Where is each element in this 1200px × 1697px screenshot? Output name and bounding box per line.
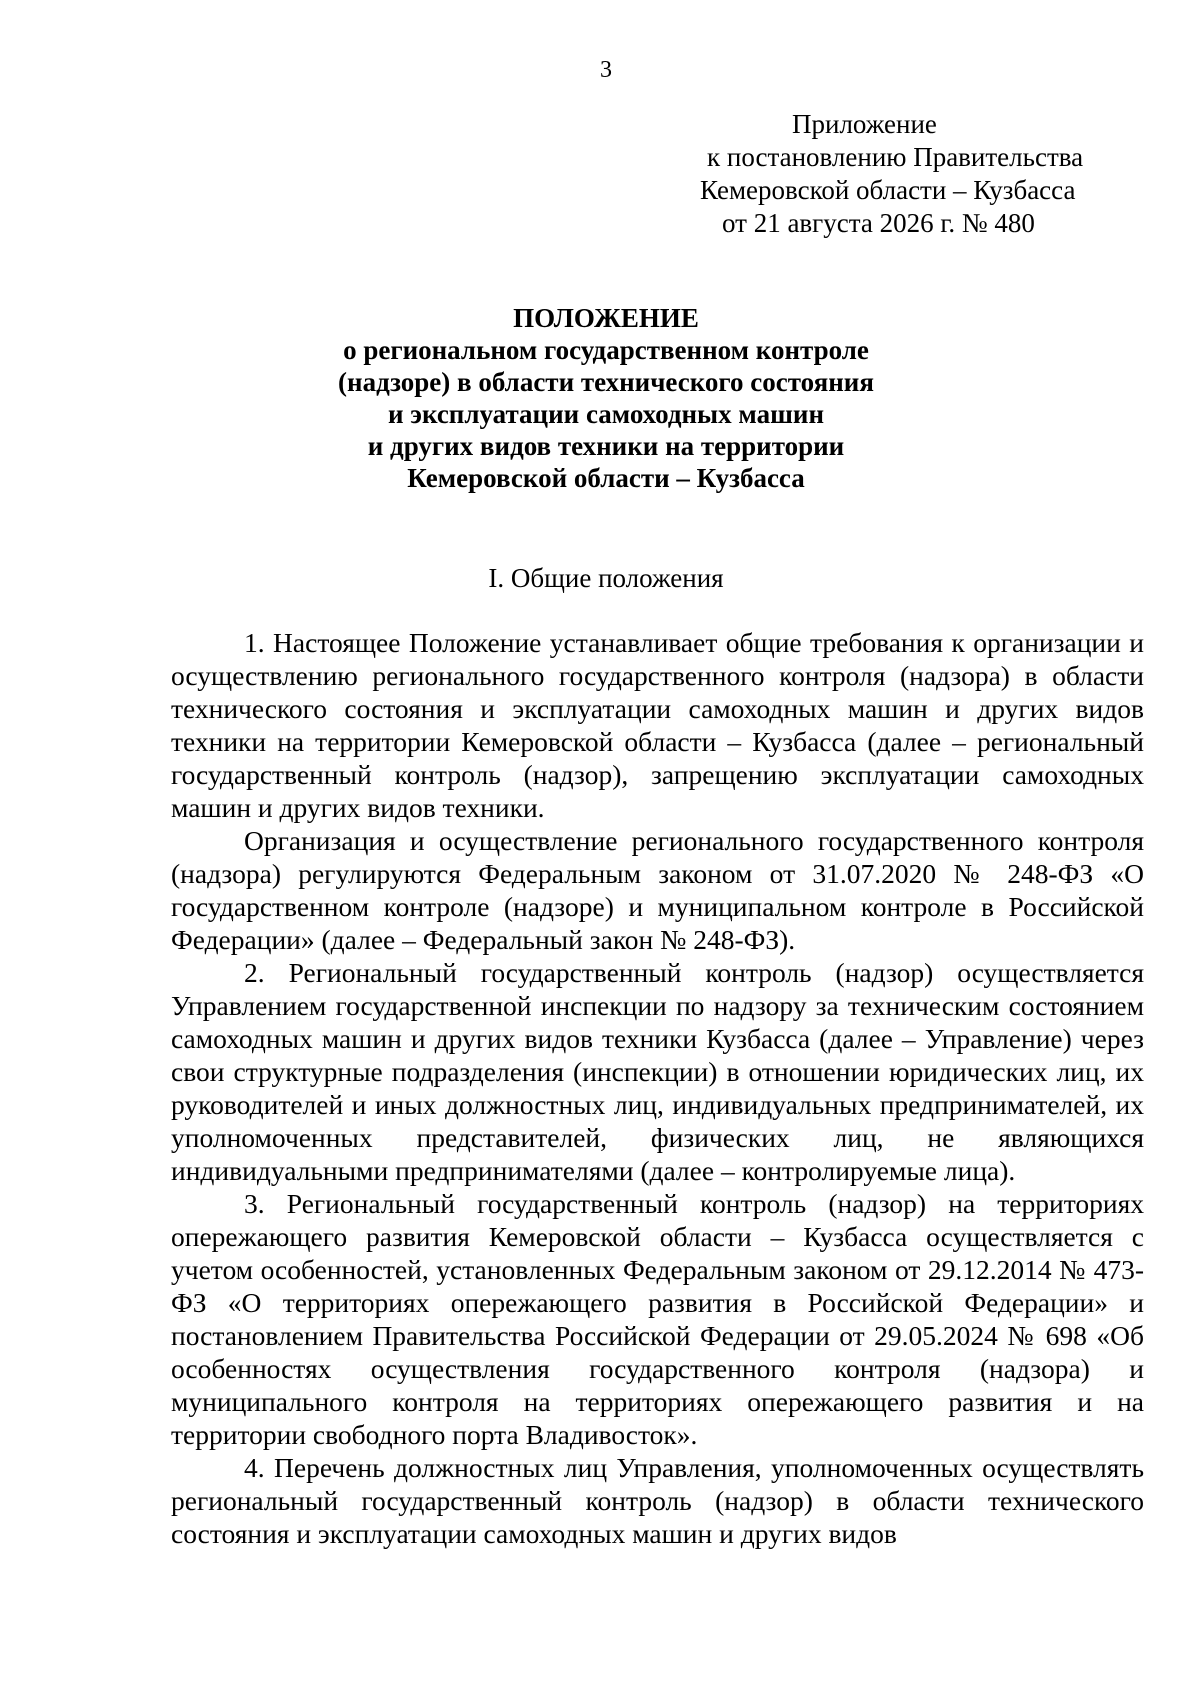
page-number: 3 (600, 57, 612, 83)
paragraph: Организация и осуществление регионального государственного контроля (надзора) регулируются Федеральным законом от 31.07.2020 № 248-ФЗ «О государственном контроле (надзоре) и муниципальном контроле в Российской Федерации» (далее – Федеральный закон № 248-ФЗ). (171, 825, 1144, 955)
body-text (171, 626, 1144, 1550)
paragraph: 4. Перечень должностных лиц Управления, уполномоченных осуществлять региональный государственный контроль (надзор) в области технического состояния и эксплуатации самоходных машин и других видов (171, 1452, 1144, 1549)
paragraph: 1. Настоящее Положение устанавливает общие требования к организации и осуществлению регионального государственного контроля (надзора) в области технического состояния и эксплуатации самоходных машин и других видов техники на территории Кемеровской области – Кузбасса (далее – региональный государственный контроль (надзор), запрещению эксплуатации самоходных машин и других видов техники. (171, 627, 1144, 823)
appendix-block (700, 108, 1160, 240)
title-line: ПОЛОЖЕНИЕ (513, 303, 699, 333)
title-line: о региональном государственном контроле (343, 335, 869, 365)
paragraph: 2. Региональный государственный контроль (надзор) осуществляется Управлением государственной инспекции по надзору за техническим состоянием самоходных машин и других видов техники Кузбасса (далее – Управление) через свои структурные подразделения (инспекции) в отношении юридических лиц, их руководителей и иных должностных лиц, индивидуальных предпринимателей, их уполномоченных представителей, физических лиц, не являющихся индивидуальными предпринимателями (далее – контролируемые лица). (171, 957, 1144, 1186)
title-line: и эксплуатации самоходных машин (387, 399, 825, 429)
appendix-line: Приложение (792, 109, 937, 139)
title-line: Кемеровской области – Кузбасса (407, 463, 805, 493)
document-title (0, 302, 1200, 494)
paragraph: 3. Региональный государственный контроль (надзор) на территориях опережающего развития Кемеровской области – Кузбасса осуществляется с учетом особенностей, установленных Федеральным законом от 29.12.2014 № 473-ФЗ «О территориях опережающего развития в Российской Федерации» и постановлением Правительства Российской Федерации от 29.05.2024 № 698 «Об особенностях осуществления государственного контроля (надзора) и муниципального контроля на территориях опережающего развития и на территории свободного порта Владивосток». (171, 1188, 1144, 1450)
appendix-line: от 21 августа 2026 г. № 480 (722, 208, 1035, 238)
appendix-line: Кемеровской области – Кузбасса (700, 175, 1076, 205)
appendix-line: к постановлению Правительства (707, 142, 1084, 172)
section-heading: I. Общие положения (488, 563, 724, 593)
title-line: (надзоре) в области технического состояния (338, 367, 874, 397)
title-line: и других видов техники на территории (367, 431, 845, 461)
